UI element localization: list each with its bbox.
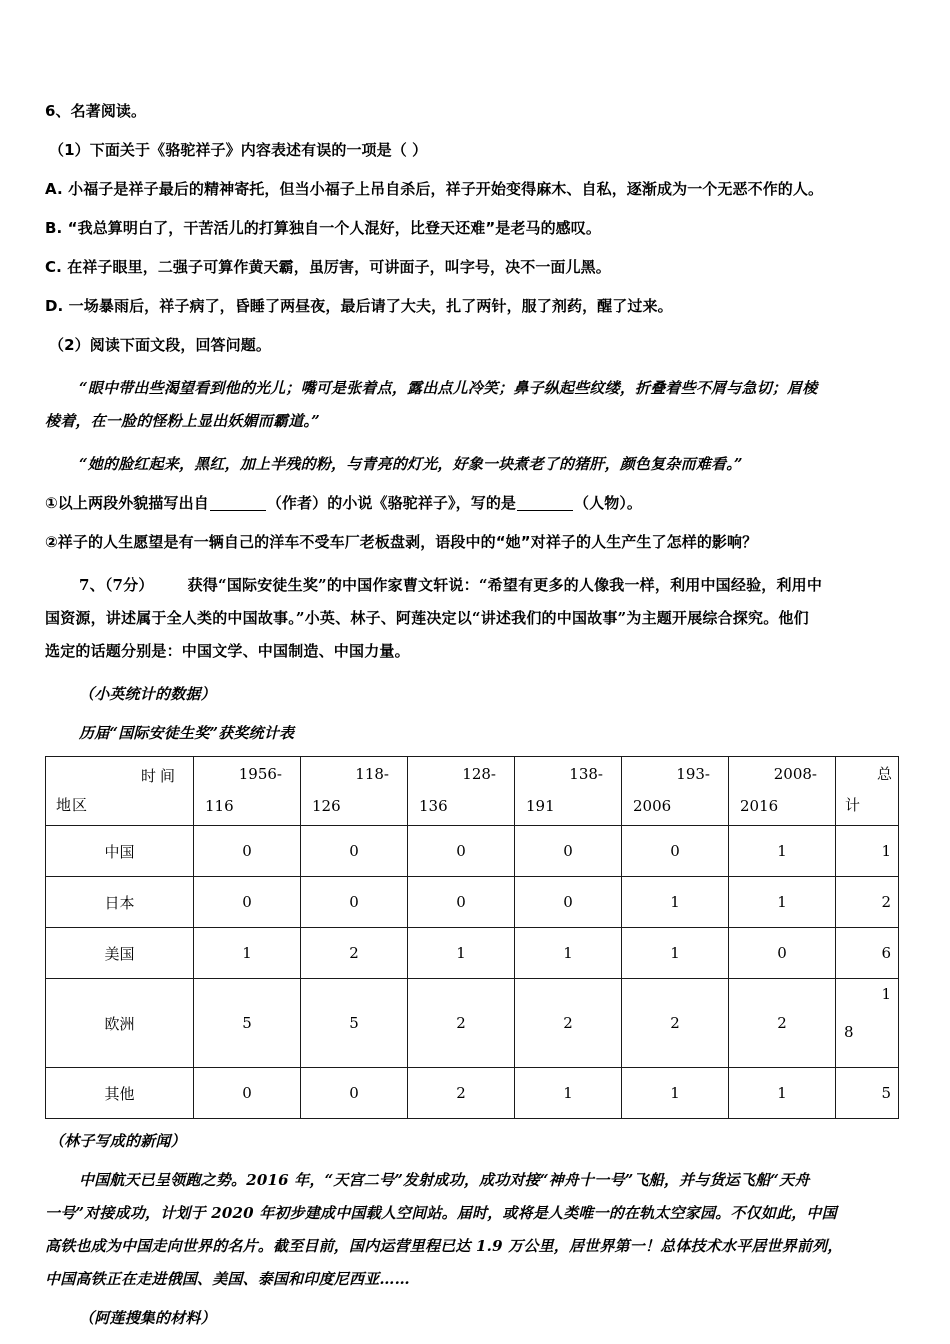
answer-blank-author[interactable]	[210, 510, 266, 511]
cell-value: 0	[301, 826, 408, 877]
cell-value: 2	[408, 1068, 515, 1119]
item-1-text-b: （作者）的小说《骆驼祥子》，写的是	[266, 494, 517, 512]
statistics-table	[45, 756, 899, 1119]
spacer	[45, 438, 912, 448]
table-row	[46, 1068, 899, 1119]
news-line-1: 中国航天已呈领跑之势。2016 年，“天宫二号”发射成功，成功对接“神舟十一号”飞船，并与货运飞船“天舟	[79, 1171, 810, 1189]
news-line-4: 中国高铁正在走进俄国、美国、泰国和印度尼西亚……	[45, 1270, 410, 1288]
spacer	[45, 559, 912, 569]
period-2-bottom: 126	[312, 797, 341, 815]
corner-region-label: 地区	[56, 796, 89, 814]
cell-total: 2	[836, 877, 899, 928]
cell-value: 1	[622, 877, 729, 928]
table-row	[46, 877, 899, 928]
cell-value: 2	[515, 979, 622, 1068]
source-label-linzi: （林子写成的新闻）	[49, 1132, 186, 1150]
cell-total	[836, 979, 899, 1068]
row-region-label: 欧洲	[46, 979, 194, 1068]
period-4-top: 138-	[569, 765, 603, 783]
period-2-top: 118-	[355, 765, 389, 783]
question-7-stem-text: 获得“国际安徒生奖”的中国作家曹文轩说：“希望有更多的人像我一样，利用中国经验，利用中	[187, 576, 823, 594]
cell-value: 5	[301, 979, 408, 1068]
row-region-label: 中国	[46, 826, 194, 877]
statistics-table-wrap	[45, 756, 912, 1119]
cell-value: 5	[194, 979, 301, 1068]
question-7-score: （7分）	[104, 576, 154, 594]
cell-value: 2	[301, 928, 408, 979]
cell-value: 0	[729, 928, 836, 979]
table-header-total	[836, 757, 899, 826]
passage-1-line-1: “眼中带出些渴望看到他的光儿；嘴可是张着点，露出点儿冷笑；鼻子纵起些纹缕，折叠着些不屑与急切；眉棱	[79, 379, 818, 397]
table-header-period-4	[515, 757, 622, 826]
period-5-bottom: 2006	[633, 797, 672, 815]
cell-value: 1	[729, 877, 836, 928]
question-6-item-2: ②祥子的人生愿望是有一辆自己的洋车不受车厂老板盘剥，语段中的“她”对祥子的人生产生了怎样的影响？	[45, 533, 758, 551]
total-wrapped-number	[836, 979, 898, 1067]
table-corner-cell	[46, 757, 194, 826]
cell-total: 1	[836, 826, 899, 877]
item-1-text-a: ①以上两段外貌描写出自	[45, 494, 209, 512]
row-region-label: 美国	[46, 928, 194, 979]
table-header-period-3	[408, 757, 515, 826]
answer-blank-character[interactable]	[517, 510, 573, 511]
cell-value: 1	[194, 928, 301, 979]
cell-value: 0	[515, 826, 622, 877]
spacer	[45, 362, 912, 372]
item-1-text-c: （人物）。	[574, 494, 643, 512]
period-4-bottom: 191	[526, 797, 555, 815]
passage-1-line-2: 棱着，在一脸的怪粉上显出妖媚而霸道。”	[45, 412, 320, 430]
cell-value: 0	[301, 877, 408, 928]
table-title: 历届“国际安徒生奖”获奖统计表	[79, 724, 295, 742]
period-1-bottom: 116	[205, 797, 234, 815]
table-header-period-2	[301, 757, 408, 826]
news-line-2: 一号”对接成功，计划于 2020 年初步建成中国载人空间站。届时，或将是人类唯一的在轨太空家园。不仅如此，中国	[45, 1204, 837, 1222]
cell-value: 1	[622, 928, 729, 979]
question-6-sub-1: （1）下面关于《骆驼祥子》内容表述有误的一项是（ ）	[49, 141, 428, 159]
cell-value: 0	[622, 826, 729, 877]
question-6-option-d: D. 一场暴雨后，祥子病了，昏睡了两昼夜，最后请了大夫，扎了两针，服了剂药，醒了过来。	[45, 297, 673, 315]
period-6-bottom: 2016	[740, 797, 779, 815]
table-header-period-5	[622, 757, 729, 826]
table-header-row	[46, 757, 899, 826]
cell-value: 1	[729, 1068, 836, 1119]
cell-value: 2	[408, 979, 515, 1068]
cell-value: 0	[301, 1068, 408, 1119]
news-line-3: 高铁也成为中国走向世界的名片。截至目前，国内运营里程已达 1.9 万公里，居世界第一！总体技术水平居世界前列，	[45, 1237, 843, 1255]
total-header-bottom: 计	[845, 796, 861, 814]
period-3-top: 128-	[462, 765, 496, 783]
source-label-xiaoying: （小英统计的数据）	[79, 685, 216, 703]
question-6-option-a: A. 小福子是祥子最后的精神寄托，但当小福子上吊自杀后，祥子开始变得麻木、自私，逐渐成为一个无恶不作的人。	[45, 180, 824, 198]
cell-value: 1	[729, 826, 836, 877]
question-7-stem-line-1	[45, 569, 912, 602]
period-3-bottom: 136	[419, 797, 448, 815]
total-digit-top: 1	[881, 985, 891, 1003]
cell-value: 0	[194, 826, 301, 877]
cell-value: 0	[408, 877, 515, 928]
cell-value: 1	[622, 1068, 729, 1119]
question-6-option-b: B. “我总算明白了，干苦活儿的打算独自一个人混好，比登天还难”是老马的感叹。	[45, 219, 601, 237]
cell-value: 0	[194, 877, 301, 928]
row-region-label: 日本	[46, 877, 194, 928]
table-header-period-1	[194, 757, 301, 826]
cell-total: 6	[836, 928, 899, 979]
period-5-top: 193-	[676, 765, 710, 783]
table-row	[46, 979, 899, 1068]
question-6-item-1	[45, 487, 912, 520]
question-7-stem-line-3: 选定的话题分别是：中国文学、中国制造、中国力量。	[45, 642, 410, 660]
cell-value: 0	[194, 1068, 301, 1119]
period-1-top: 1956-	[238, 765, 282, 783]
corner-time-label: 时间	[140, 767, 179, 785]
period-6-top: 2008-	[773, 765, 817, 783]
table-row	[46, 826, 899, 877]
cell-value: 0	[408, 826, 515, 877]
cell-total: 5	[836, 1068, 899, 1119]
table-header-period-6	[729, 757, 836, 826]
source-label-alian: （阿莲搜集的材料）	[79, 1309, 216, 1327]
question-6-sub-2: （2）阅读下面文段，回答问题。	[49, 336, 271, 354]
total-digit-bottom: 8	[844, 1023, 854, 1041]
total-header-top: 总	[876, 765, 892, 783]
cell-value: 1	[515, 1068, 622, 1119]
question-7-stem-line-2: 国资源，讲述属于全人类的中国故事。”小英、林子、阿莲决定以“讲述我们的中国故事”为主题开展综合探究。他们	[45, 609, 809, 627]
passage-2: “她的脸红起来，黑红，加上半残的粉，与青亮的灯光，好象一块煮老了的猪肝，颜色复杂而难看。”	[79, 455, 743, 473]
question-6-option-c: C. 在祥子眼里，二强子可算作黄天霸，虽厉害，可讲面子，叫字号，决不一面儿黑。	[45, 258, 611, 276]
cell-value: 2	[622, 979, 729, 1068]
question-7-number: 7、	[79, 576, 105, 594]
table-row	[46, 928, 899, 979]
row-region-label: 其他	[46, 1068, 194, 1119]
question-6-heading: 6、名著阅读。	[45, 102, 147, 120]
cell-value: 2	[729, 979, 836, 1068]
cell-value: 1	[515, 928, 622, 979]
cell-value: 1	[408, 928, 515, 979]
spacer	[45, 668, 912, 678]
cell-value: 0	[515, 877, 622, 928]
